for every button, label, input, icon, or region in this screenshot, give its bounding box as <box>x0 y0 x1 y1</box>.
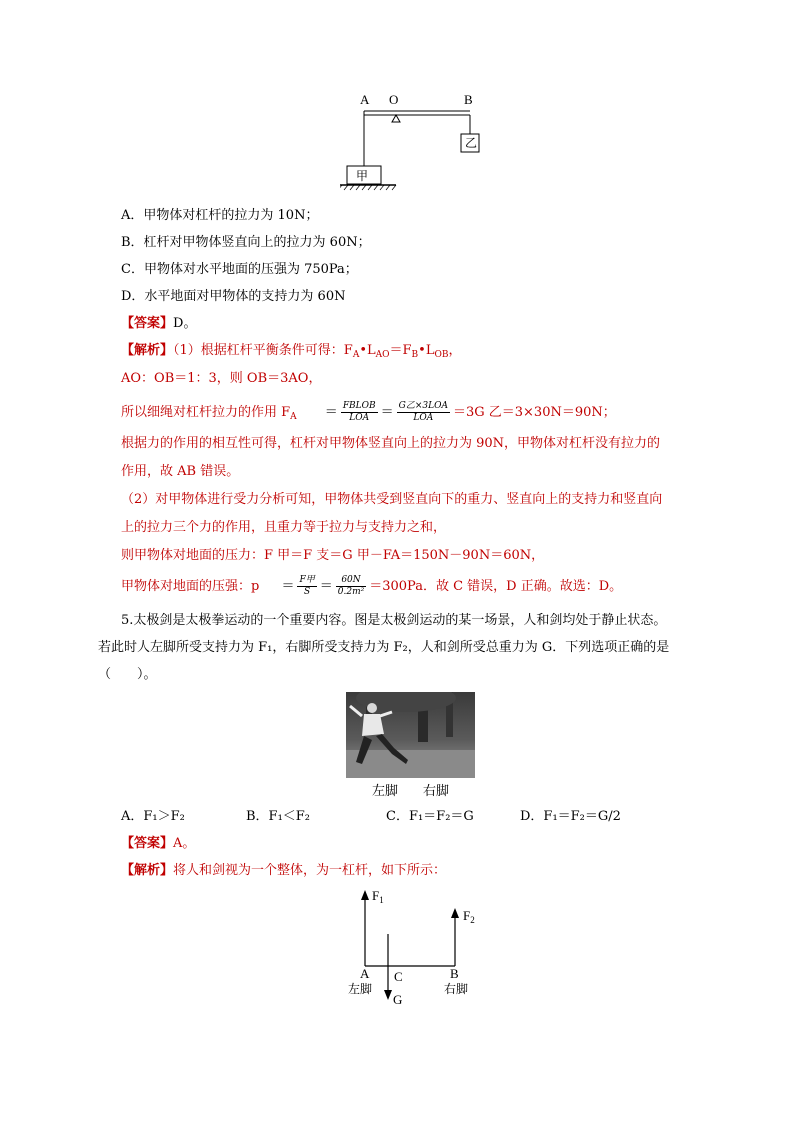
q5-analysis-line <box>121 860 446 882</box>
q5-analysis-text: 将人和剑视为一个整体，为一杠杆，如下所示： <box>173 863 447 878</box>
block-yi-label: 乙 <box>465 136 478 150</box>
analysis-line-8: 则甲物体对地面的压力：F 甲＝F 支＝G 甲－FA＝150N－90N＝60N， <box>121 548 545 563</box>
analysis-line3-prefix: 所以细绳对杠杆拉力的作用 F <box>121 405 291 420</box>
analysis-line-3: 所以细绳对杠杆拉力的作用 $F_A$ ＝ $\frac{\text{FBLOB}}{\text{LOA}}$ ＝ $\frac{\text{G乙×3LOA}}{\text{LOA}}$ ＝3G 乙＝3×30N＝90N； <box>121 401 616 423</box>
option-d: D．水平地面对甲物体的支持力为 60N <box>121 289 346 304</box>
force-f2-label: $F_2$ <box>463 908 475 925</box>
point-c-label: C <box>394 969 403 984</box>
q5-analysis-tag: 【解析】 <box>121 863 174 878</box>
taichi-photo <box>346 692 475 778</box>
fraction-1: $\frac{\text{FBLOB}}{\text{LOA}}$ <box>342 401 376 423</box>
option-c: C．甲物体对水平地面的压强为 750Pa； <box>121 262 358 277</box>
force-f1-label: $F_1$ <box>372 888 384 905</box>
analysis-line-7: 上的拉力三个力的作用，且重力等于拉力与支持力之和， <box>121 520 447 535</box>
answer-text: D。 <box>173 316 197 331</box>
analysis-text-tail: •L <box>359 343 376 358</box>
point-b-label: B <box>464 92 473 107</box>
answer-tag: 【答案】 <box>121 316 174 331</box>
arrow-up-icon <box>451 908 459 918</box>
analysis-line9-tail: ＝300Pa．故 C 错误，D 正确。故选：D。 <box>369 579 623 594</box>
question-5-line-3: （ ）。 <box>98 667 157 682</box>
analysis-text: （1）根据杠杆平衡条件可得：F <box>173 343 353 358</box>
q5-option-c: C．F₁＝F₂＝G <box>386 809 474 824</box>
taichi-photo-illustration <box>346 692 475 778</box>
analysis-line-6: （2）对甲物体进行受力分析可知，甲物体共受到竖直向下的重力、竖直向上的支持力和竖直向 <box>121 492 663 507</box>
analysis-line-9: 甲物体对地面的压强：p ＝ $\frac{\text{F甲}}{S}$ ＝ $\frac{60N}{\text{0.2m²}}$ ＝300Pa．故 C 错误，D 正确。故选：D。 <box>121 575 623 597</box>
left-foot-label: 左脚 <box>348 982 373 996</box>
lever-figure <box>340 92 490 202</box>
q5-answer-line <box>121 833 195 855</box>
arrow-down-icon <box>384 990 392 1000</box>
point-a-label: A <box>360 92 370 107</box>
point-b-label: B <box>450 966 459 981</box>
fraction-3: $\frac{\text{F甲}}{S}$ <box>299 575 315 597</box>
arrow-up-icon <box>361 890 369 900</box>
photo-caption-right: 右脚 <box>423 784 450 799</box>
q5-option-d: D．F₁＝F₂＝G/2 <box>520 809 621 824</box>
q5-option-b: B．F₁＜F₂ <box>246 809 311 824</box>
option-a: A．甲物体对杠杆的拉力为 10N； <box>121 208 319 223</box>
block-jia-label: 甲 <box>356 169 369 183</box>
point-a-label: A <box>360 966 370 981</box>
analysis-line9-prefix: 甲物体对地面的压强：p <box>121 579 260 594</box>
pivot-icon <box>392 115 400 122</box>
analysis-line-5: 作用，故 AB 错误。 <box>121 464 240 479</box>
answer-line <box>121 313 196 335</box>
point-o-label: O <box>389 92 399 107</box>
analysis-line-2: AO：OB＝1：3，则 OB＝3AO， <box>121 371 322 386</box>
q5-answer-text: A。 <box>173 836 196 851</box>
analysis-line-1: 【解析】（1）根据杠杆平衡条件可得：$F_A•L_{AO}=F_B•L_{OB}$， <box>121 343 462 360</box>
fraction-4: $\frac{60N}{\text{0.2m²}}$ <box>337 575 365 597</box>
photo-caption-left: 左脚 <box>372 784 399 799</box>
fraction-2: $\frac{\text{G乙×3LOA}}{\text{LOA}}$ <box>398 401 448 423</box>
question-5-line-2: 若此时人左脚所受支持力为 F₁，右脚所受支持力为 F₂，人和剑所受总重力为 G．下列选项正确的是 <box>98 640 670 655</box>
analysis-line-4: 根据力的作用的相互性可得，杠杆对甲物体竖直向上的拉力为 90N，甲物体对杠杆没有拉力的 <box>121 436 661 451</box>
analysis-tag: 【解析】 <box>121 343 174 358</box>
analysis-line3-tail: ＝3G 乙＝3×30N＝90N； <box>452 405 616 420</box>
q5-option-a: A．F₁＞F₂ <box>121 809 185 824</box>
force-diagram <box>340 886 490 1011</box>
option-b: B．杠杆对甲物体竖直向上的拉力为 60N； <box>121 235 371 250</box>
question-5-line-1: 5.太极剑是太极拳运动的一个重要内容。图是太极剑运动的某一场景，人和剑均处于静止状态。 <box>121 613 667 628</box>
q5-answer-tag: 【答案】 <box>121 836 174 851</box>
gravity-g-label: G <box>393 992 403 1007</box>
right-foot-label: 右脚 <box>444 982 469 996</box>
